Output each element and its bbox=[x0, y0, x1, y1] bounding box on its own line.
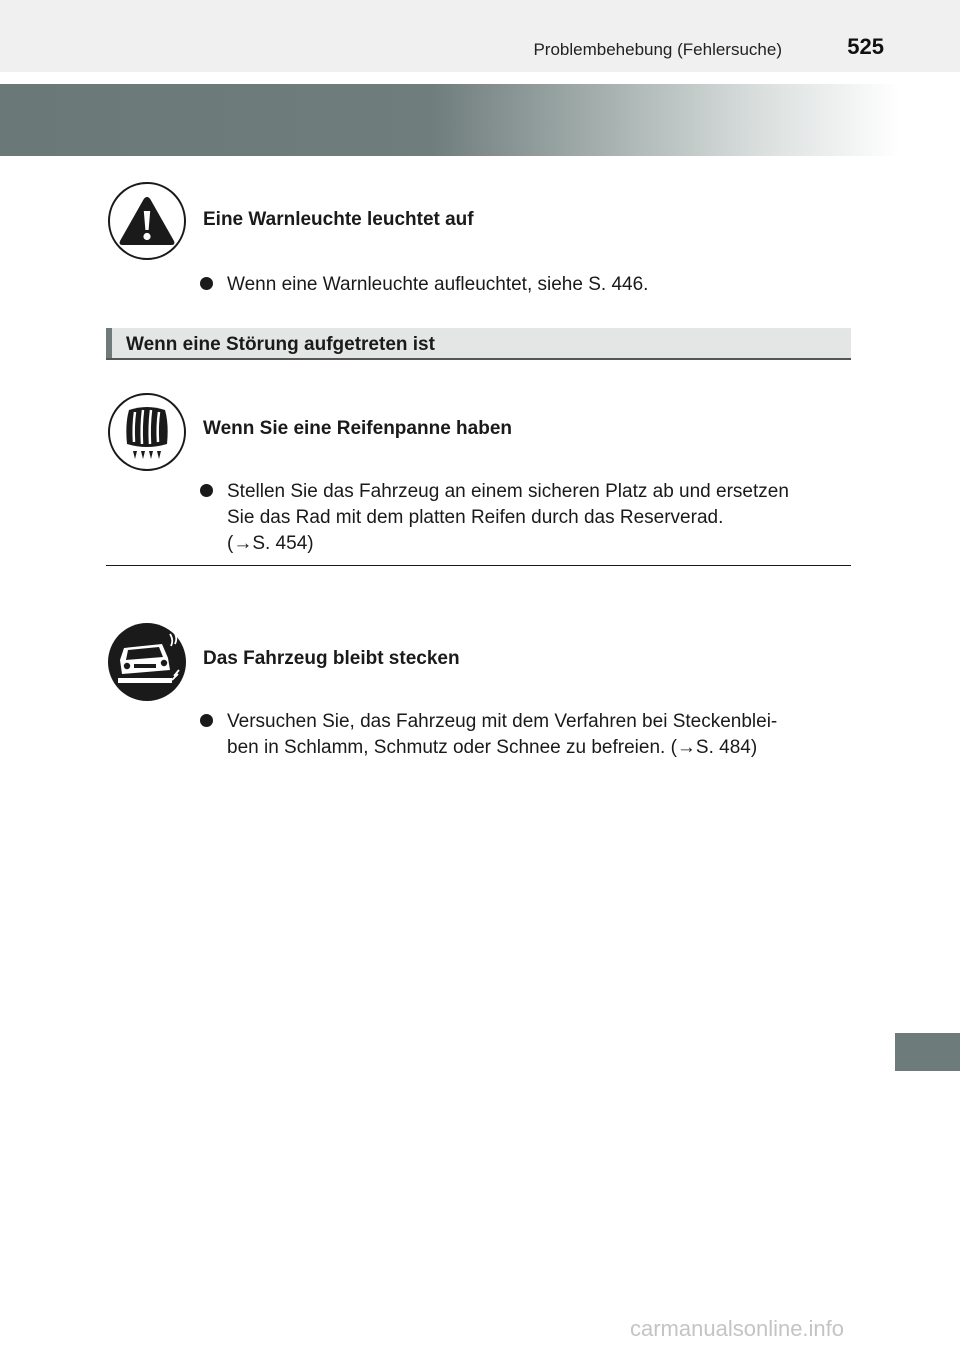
bullet-icon bbox=[200, 484, 213, 497]
bullet-item bbox=[200, 709, 855, 761]
bullet-text: Versuchen Sie, das Fahrzeug mit dem Verfahren bei Steckenblei- ben in Schlamm, Schmutz oder Schnee zu befreien. (→S. 484) bbox=[227, 711, 778, 758]
bullet-item bbox=[200, 479, 855, 557]
bullet-icon bbox=[200, 714, 213, 727]
bullet-text: Wenn eine Warnleuchte aufleuchtet, siehe S. 446. bbox=[227, 274, 649, 295]
bullet-icon bbox=[200, 277, 213, 290]
item-title: Eine Warnleuchte leuchtet auf bbox=[203, 209, 474, 230]
page-header bbox=[0, 0, 960, 72]
bullet-item bbox=[200, 272, 855, 298]
item-title: Das Fahrzeug bleibt stecken bbox=[203, 648, 460, 669]
header-banner bbox=[0, 84, 900, 156]
section-heading-text: Wenn eine Störung aufgetreten ist bbox=[126, 334, 435, 355]
section-divider bbox=[106, 565, 851, 566]
stuck-car-icon bbox=[108, 623, 186, 701]
item-title: Wenn Sie eine Reifenpanne haben bbox=[203, 418, 512, 439]
bullet-text: Stellen Sie das Fahrzeug an einem sicheren Platz ab und ersetzen Sie das Rad mit dem platten Reifen durch das Reserverad. (→S. 454) bbox=[227, 481, 789, 554]
warning-icon bbox=[108, 182, 186, 260]
watermark: carmanualsonline.info bbox=[630, 1316, 845, 1341]
header-title: Problembehebung (Fehlersuche) bbox=[533, 40, 782, 59]
chapter-tab bbox=[895, 1033, 960, 1071]
flat-tire-icon bbox=[108, 393, 186, 471]
section-heading bbox=[106, 328, 851, 360]
page-number: 525 bbox=[847, 34, 884, 59]
